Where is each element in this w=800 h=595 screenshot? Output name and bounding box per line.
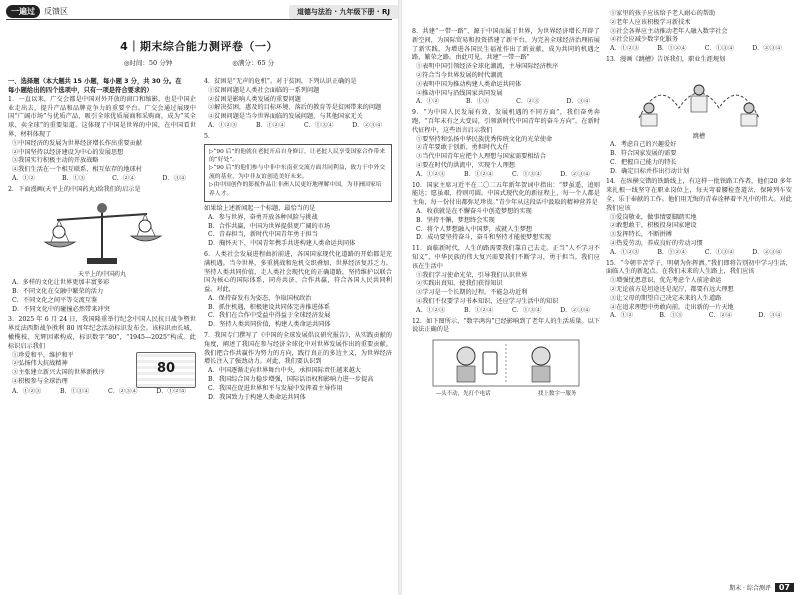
- choice-a[interactable]: A．①②③: [416, 306, 446, 314]
- choice-d[interactable]: D．②③④: [752, 45, 782, 53]
- digital-divide-illustration: [431, 338, 581, 388]
- question-10: 10．国家主席习近平在二〇二五年新年贺词中指出：“梦虽遥，追则能达；愿虽艰，持则可圆。中国式现代化的新征程上，每一个人都是主角，每一份付出都弥足珍贵。”青少年从这段话中汲取的精神营养是 A．收获就是在不懈奋斗中创造梦想的实现 B．坚持不懈，梦想终会实现 C．将个人梦想融入中国梦，成就人生梦想 D．成功要坚持奋斗，奋斗和坚持才能使梦想实现: [412, 181, 600, 242]
- choice-d[interactable]: D．②③④: [352, 121, 382, 129]
- job-hopping-illustration: [629, 68, 769, 130]
- figure-caption: 天平上的中国药丸: [77, 270, 126, 278]
- digital-divide-cartoon: [412, 338, 600, 388]
- question-8: 8．共建“一带一路”，源于中国而属于世界，为世界经济增长开辟了新空间，为国际贸易和投资搭建了新平台，为完善全球经济治理拓展了新实践，为增进各国民生福祉作出了新贡献，成为共同的机遇之路、繁荣之路。由此可见，共建“一带一路” ①表明中国引领经济全球化潮流，主导国际经济秩序 ②符合当今世界发展的时代潮流 ③表明中国为推动构建人类命运共同体 ④推动中国与沿线国家共同发展 A．①② B．①③ C．②③ D．③④: [412, 28, 600, 106]
- question-11: 11．面临新时代，人生的路需要我们靠自己去走。正当“人不学习不知义”，中华民族的伟大复兴需要我们不断学习，勇于担当。我们应该在生活中 ①我们学习使命光荣，引导我们认识世界 ②实践出真知，使我们获得知识 ③学习是一个长期的过程，不能急功近利 ④我们不仅要学习书本知识，还应学习生活中的知识 A．①②③ B．①②④ C．①③④ D．②③④: [412, 245, 600, 314]
- question-12-cont: ①家里的孩子应该给予老人耐心的帮助 ②老年人应该积极学习新技术 ③社会各界应主动推动老年人融入数字社会 ④社会应减少数字化服务 A．①②③ B．①②④ C．①③④ D．②③④: [606, 10, 792, 54]
- subject-label: 道德与法治 · 九年级下册 · RJ: [289, 5, 398, 19]
- choices-row: [606, 45, 792, 54]
- choice-b[interactable]: B．①②④: [657, 248, 687, 256]
- question-6: 6．人类社会发展进程曲折前进，各国国家现代化道路的开始都是充满机遇。当今世界，多重挑战和危机交织叠加，世界经济复苏乏力。坚持人类共同价值，走人类社会现代化的正确道路，坚持维护以联合国为核心的国际体系，同舟共济、合作共赢，符合各国人民共同利益。对此， A．保持奋发有为姿态，争取国权政治 B．抓住机遇，积极建设共同体完善推进体系 C．我们在合作中受益中得益于全球经济发展 D．坚持人类共同价值，构建人类命运共同体: [204, 250, 392, 329]
- choice-c[interactable]: C．②③④: [108, 387, 138, 395]
- question-14: 14．在纵横交错的铁路线上，有这样一批铁路工作者，他们20 多年来扎根一线坚守在职业岗位上，每天弯着腰检查道岔，保障列车安全，乐于奉献的工作。他们用无悔的青春诠释着平凡中的伟大。对此我们应该 ①爱岗敬业，做事情要脚踏实地 ②敢想敢干，积极投身国家建设 ③发挥特长，不断拼搏 ④热爱劳动，养成良好的劳动习惯 A．①②③ B．①②④ C．①③④ D．②③④: [606, 178, 792, 256]
- question-4: 4．贫困是“无声的危机”。对于贫困，下列认识正确的是 ①贫困问题是人类社会面临的一系列问题 ②贫困是影响人类发展的重要问题 ③解决贫困，惠及的目标环境、落后的教育等是贫困带来的问题 ④贫困问题是当今世界面临的发展问题，与其他国家无关 A．①②③ B．①②④ C．①③④ D．②③④: [204, 78, 392, 131]
- choice-c[interactable]: C．②④: [708, 312, 733, 320]
- choice-b[interactable]: B．①③: [466, 98, 490, 106]
- page-number: 07: [775, 583, 794, 592]
- paper-title-wrap: [0, 38, 398, 54]
- choices-row: [606, 249, 792, 258]
- choice-a[interactable]: A．①②③: [416, 170, 446, 178]
- choice-a[interactable]: A．①②: [12, 175, 36, 183]
- material-box: ▷“90 后”的他就在老挝开启自身修订，让老挝人民享受国家合作带来的“好处”。 ▷“90 后”的他们参与中非中东南亚交流方面共同利益，致力于中外交流的基业，为中非友谊创造美好未来。 ▷由中国创作的影视作品让非洲人民更好地理解中国，为非洲国家培养人才。: [204, 144, 392, 202]
- figure-caption: 跳槽: [692, 132, 705, 140]
- scale-illustration: [37, 198, 167, 268]
- choice-a[interactable]: A．①②③: [208, 121, 238, 129]
- choice-d[interactable]: D．②③④: [752, 248, 782, 256]
- choice-a[interactable]: A．①②: [610, 312, 634, 320]
- question-9: 9．“为中国人民发展有效、发展机遇的不同方面”，我们奋勇奔跑，“百年未有之大变局，引领新时代中国青年的奋斗方向”。在新时代征程中，这些语言启示我们 ①要坚持和弘扬中华民族优秀传统文化的光荣使命 ②青年要敢于创新、勇担时代大任 ③当代中国青年应把个人理想与国家需要相结合 ④要在时代的洪流中，实现个人理想 A．①②③ B．①②④ C．①③④ D．②③④: [412, 109, 600, 178]
- choice-d[interactable]: D．③④: [162, 175, 186, 183]
- paper-title: 4｜期末综合能力测评卷（一）: [120, 40, 278, 53]
- subject-header: [160, 4, 398, 20]
- choice-c[interactable]: C．①③④: [512, 306, 542, 314]
- choice-c[interactable]: C．①③④: [704, 45, 735, 53]
- choice-a[interactable]: A．①②: [416, 98, 440, 106]
- paper-meta: [0, 58, 398, 67]
- choice-c[interactable]: C．②④: [112, 175, 136, 183]
- choice-b[interactable]: B．①③: [62, 175, 86, 183]
- question-1: 1．一直以来，广交会都是中国对外开放的窗口和缩影，也是中国企业走出去，提升产品和品牌竞争力的重要平台。广交会通过展现中国“广阔市场”与优质产品，吸引全球优质展商和采购商，成为“买全球、卖全球”的重要渠道。这体现了中国是世界的中国，在中国看世界，材料体现了 ①中国经济的发展为世界经济增长作出重要贡献 ②中国坚持以经济建设为中心的发展思想 ③我国实行积极主动的开放战略 ④我们生活在一个相互联系、相互依存的地球村 A．①② B．①③ C．②④ D．③④: [8, 95, 196, 183]
- column-2: [204, 78, 392, 404]
- balance-cartoon: [8, 198, 196, 268]
- choice-b[interactable]: B．①③: [659, 312, 683, 320]
- time-limit: ◎时间：50 分钟: [123, 59, 173, 67]
- column-4: [606, 10, 792, 323]
- question-15: 15．“今朝辛苦学子，明朝为你挥洒。”我们即将告别初中学习生活，面临人生的新起点。在我们未来的人生路上，我们应该 ①增强忧患意识，优先考虑个人前途命运 ②无论前方是坦途还是泥泞，都要有远大理想 ③让父母的期望自己决定未来的人生道路 ④在追求理想中勇敢向前，走出新的一片天地 A．①② B．①③ C．②④ D．③④: [606, 259, 792, 320]
- choice-b[interactable]: B．①②④: [463, 306, 494, 314]
- choice-d[interactable]: D．②③④: [560, 170, 590, 178]
- choices-row: [412, 307, 600, 316]
- choice-d[interactable]: D．③④: [758, 312, 782, 320]
- cartoon-caption-left: —头不动，先打个电话: [435, 391, 491, 398]
- choice-b[interactable]: B．①②④: [255, 121, 286, 129]
- choice-d[interactable]: D．①②④: [156, 387, 186, 395]
- job-hopping-cartoon: [606, 68, 792, 130]
- choice-d[interactable]: D．②③④: [560, 306, 590, 314]
- cartoon-caption-right: 找上数字一服务: [537, 391, 577, 398]
- commemorative-logo: 80: [136, 352, 196, 388]
- question-2: 2．下面漫画(天平上的中国药丸)给我们的启示是 天平上的中国药丸 A．多样的文化让世界更加丰富多彩 B．不同文化在交融中繁荣的活力 C．不同文化之间平等交流互鉴 D．不同文化中的碰撞必然带来冲突: [8, 186, 196, 315]
- choices-row: [606, 312, 792, 321]
- question-13: 13．漫画《跳槽》告诉我们，职业生涯规划 跳槽 A．考虑自己的兴趣爱好 B．符合国家发展的需要 C．把握自己能力的特长 D．确定目标并作出行动计划: [606, 56, 792, 177]
- choices-row: [8, 175, 196, 184]
- column-3: [412, 28, 600, 401]
- choice-d[interactable]: D．③④: [566, 98, 590, 106]
- choice-c[interactable]: C．①③④: [512, 170, 542, 178]
- choice-c[interactable]: C．①③④: [704, 248, 735, 256]
- page-footer: [729, 583, 794, 592]
- choices-row: [412, 171, 600, 180]
- choice-c[interactable]: C．①③④: [304, 121, 334, 129]
- feedback-tag: 反馈区: [44, 7, 68, 16]
- choice-a[interactable]: A．①②③: [610, 248, 640, 256]
- choice-a[interactable]: A．①②③: [610, 45, 640, 53]
- full-score: ◎满分：65 分: [232, 59, 275, 67]
- choice-b[interactable]: B．①②④: [657, 45, 687, 53]
- choice-a[interactable]: A．①②③: [12, 387, 42, 395]
- column-1: [8, 78, 196, 398]
- footer-label: 期末 · 综合测评: [729, 585, 771, 592]
- choice-b[interactable]: B．①③④: [59, 387, 90, 395]
- question-3: 3．2025 年 6 月 24 日，我国隆重举行纪念中国人民抗日战争暨世界反法西斯战争胜利 80 周年纪念活动标识发布会。该标识由长城、橄榄枝、光辉因素构成，标识数字“80”，“1945—2025”构成。此标识启示我们 ①珍爱和平，维护和平 ②弘扬伟大抗战精神 ③主张建立新兴大国的世界新秩序 ④积极参与全球治理 80 A．①②③ B．①③④ C．②③④ D．①②④: [8, 316, 196, 395]
- question-12: 12．如下图所示，“数字鸿沟”已经影响到了老年人的生活质量。以下说法正确的是 —头不动，先打个电话 找上数字一服务: [412, 317, 600, 398]
- question-5: 5． ▷“90 后”的他就在老挝开启自身修订，让老挝人民享受国家合作带来的“好处”。 ▷“90 后”的他们参与中非中东南亚交流方面共同利益，致力于中外交流的基业，为中非友谊创造美好未来。 ▷由中国创作的影视作品让非洲人民更好地理解中国，为非洲国家培养人才。 如果给上述新闻起一个标题，最恰当的是 A．参与世界，奋勇开放各种风险与挑战 B．合作共赢，中国为世界提供更广阔的市场 C．青春担当，新时代中国青年勇于担当 D．胸怀天下，中国青年携手共进构建人类命运共同体: [204, 133, 392, 249]
- question-7: 7．我国专门撰写了《中国的全球发展倡议研究报告》，从实践贡献的角度，阐述了我国在参与经济全球化中对世界发展作出的重要贡献。我们把合作共赢作为努力的方向，践行真正的多边主义，为世界经济增长注入了强劲动力。对此，我们要认识到 A．中国逐渐走向世界舞台中央，承担国际责任越来越大 B．我国综合国力稳步增强，国际话语权和影响力进一步提高 C．我国在促进世界和平与发展中发挥着主导作用 D．我国致力于构建人类命运共同体: [204, 332, 392, 401]
- choices-row: [204, 122, 392, 131]
- choices-row: [8, 388, 196, 397]
- choices-row: [412, 98, 600, 107]
- choice-b[interactable]: B．①②④: [463, 170, 494, 178]
- brand-logo: 一遍过: [6, 5, 40, 18]
- section-heading: 一、选择题（本大题共 15 小题，每小题 3 分，共 30 分。在 每小题给出的四个选项中，只有一项是符合要求的）: [8, 78, 182, 94]
- choice-c[interactable]: C．②③: [516, 98, 540, 106]
